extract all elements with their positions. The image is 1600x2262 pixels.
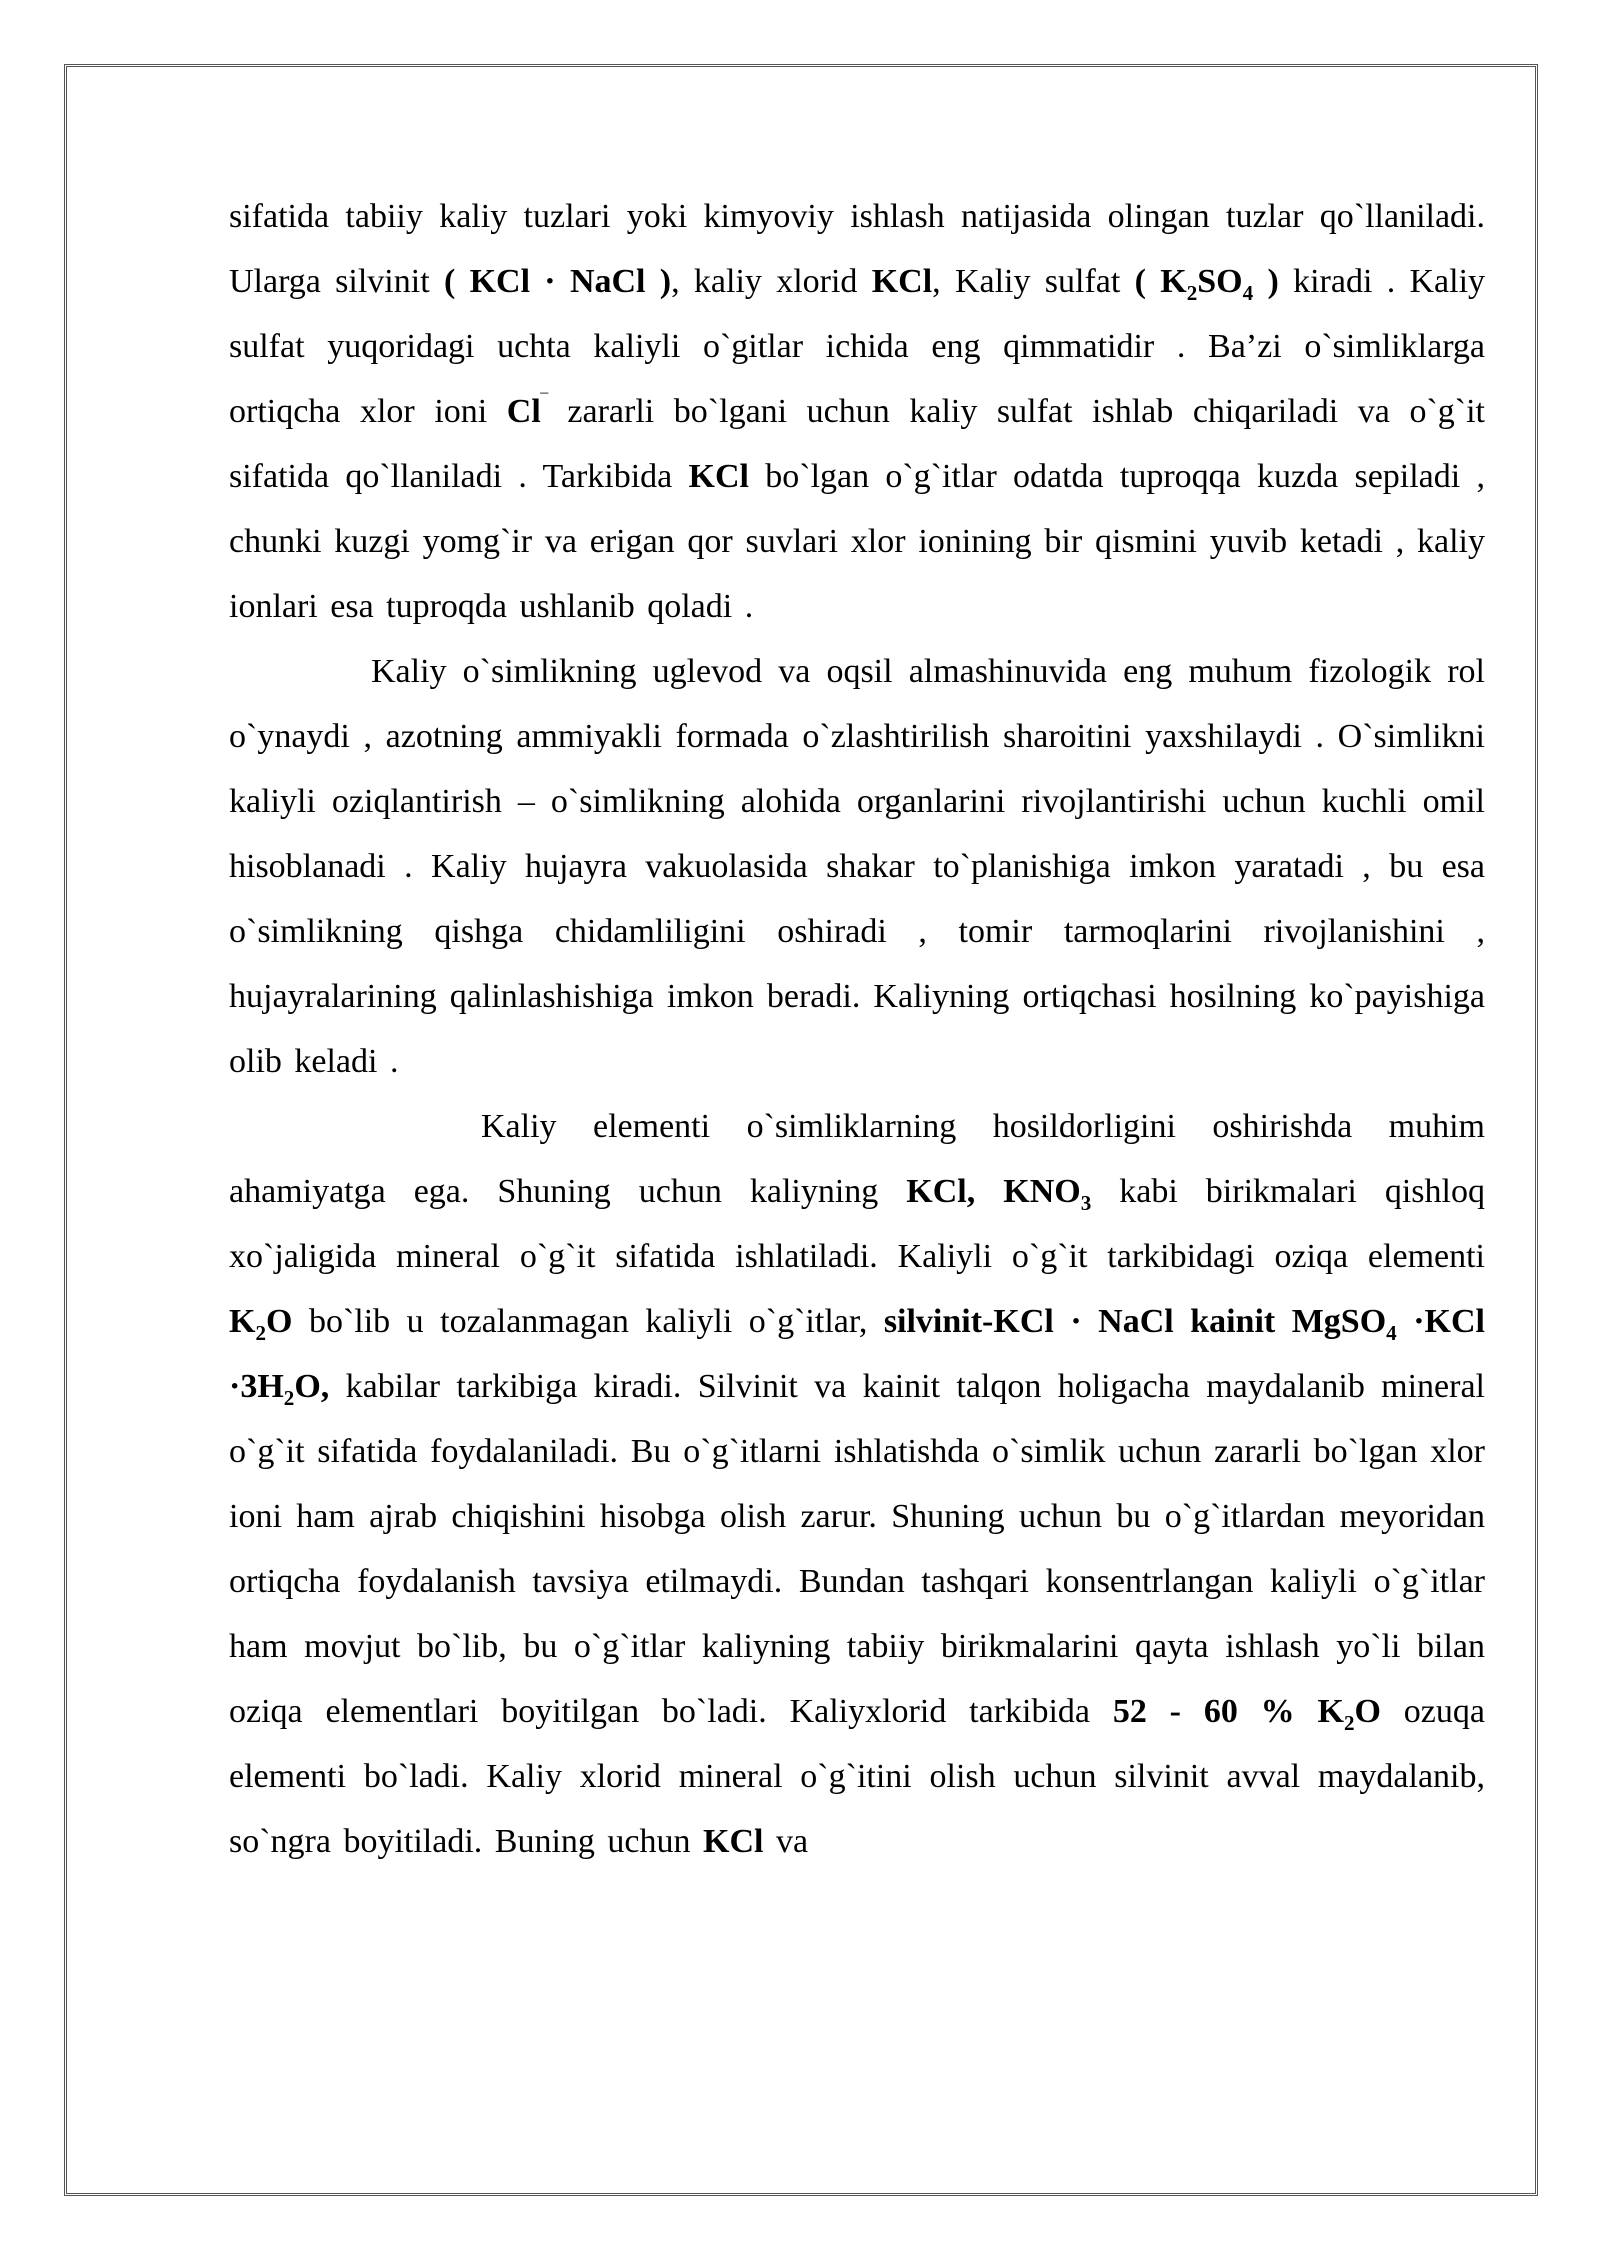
- formula-part: O: [1354, 1693, 1381, 1730]
- text-run: zararli bo`lgani uchun kaliy sulfat ishlab chiqariladi va o`g`it sifatida qo`llaniladi . Tarkibida: [229, 393, 1485, 495]
- formula-part: O: [266, 1303, 293, 1340]
- subscript: 3: [1080, 1190, 1092, 1215]
- subscript: 2: [1343, 1710, 1355, 1735]
- formula-kcl: KCl: [688, 458, 749, 495]
- text-run: bo`lib u tozalanmagan kaliyli o`g`itlar,: [292, 1303, 884, 1340]
- paragraph-2: Kaliy o`simlikning uglevod va oqsil almashinuvida eng muhum fizologik rol o`ynaydi , azotning ammiyakli formada o`zlashtirilish sharoitini yaxshilaydi . O`simlikni kaliyli oziqlantirish – o`simlikning alohida organlarini rivojlantirishi uchun kuchli omil hisoblanadi . Kaliy hujayra vakuolasida shakar to`planishiga imkon yaratadi , bu esa o`simlikning qishga chidamliligini oshiradi , tomir tarmoqlarini rivojlanishini , hujayralarining qalinlashishiga imkon beradi. Kaliyning ortiqchasi hosilning ko`payishiga olib keladi .: [229, 653, 1485, 1080]
- text-run: kiradi . Kaliy sulfat yuqoridagi uchta kaliyli o`gitlar ichida eng qimmatidir . Ba’zi o`simliklarga ortiqcha xlor ioni: [229, 263, 1486, 430]
- text-run: , kaliy xlorid: [671, 263, 872, 300]
- text-run: kabi birikmalari qishloq xo`jaligida mineral o`g`it sifatida ishlatiladi. Kaliyli o`g`it tarkibidagi oziqa elementi: [229, 1173, 1485, 1275]
- formula-k2o-percent: [1112, 1693, 1381, 1735]
- subscript: 2: [283, 1385, 295, 1410]
- formula-chloride-ion: [506, 390, 548, 430]
- formula-part: ( K: [1134, 263, 1187, 300]
- text-run: Kaliy elementi o`simliklarning hosildorligini oshirishda muhim ahamiyatga ega. Shuning uchun kaliyning: [229, 1108, 1485, 1210]
- formula-part: SO: [1197, 263, 1243, 300]
- formula-part: ·KCl ·3H: [229, 1303, 1485, 1405]
- text-run: bo`lgan o`g`itlar odatda tuproqqa kuzda sepiladi , chunki kuzgi yomg`ir va erigan qor suvlari xlor ionining bir qismini yuvib ketadi , kaliy ionlari esa tuproqda ushlanib qoladi .: [229, 458, 1485, 625]
- paragraph-1: [229, 184, 1485, 639]
- formula-part: K: [229, 1303, 256, 1340]
- formula-part: ): [1253, 263, 1279, 300]
- formula-kcl: KCl: [703, 1823, 764, 1860]
- text-run: , Kaliy sulfat: [932, 263, 1135, 300]
- formula-kcl-kno3: [906, 1173, 1092, 1215]
- formula-k2o: [229, 1303, 293, 1345]
- text-run: va: [763, 1823, 809, 1860]
- document-body: [229, 184, 1485, 1874]
- text-run: sifatida tabiiy kaliy tuzlari yoki kimyoviy ishlash natijasida olingan tuzlar qo`llaniladi. Ularga silvinit: [229, 198, 1485, 300]
- subscript: 4: [1386, 1320, 1397, 1345]
- superscript: ‾: [540, 390, 548, 415]
- formula-part: Cl: [506, 393, 541, 430]
- formula-silvinite: ( KCl · NaCl ): [443, 263, 672, 300]
- formula-part: KCl, KNO: [906, 1173, 1081, 1210]
- subscript: 4: [1242, 280, 1254, 305]
- paragraph-3: [229, 1094, 1485, 1874]
- subscript: 2: [1186, 280, 1198, 305]
- formula-potassium-sulfate: [1134, 263, 1279, 305]
- text-run: ozuqa elementi bo`ladi. Kaliy xlorid mineral o`g`itini olish uchun silvinit avval maydalanib, so`ngra boyitiladi. Buning uchun: [229, 1693, 1485, 1860]
- formula-part: silvinit-KCl · NaCl kainit MgSO: [883, 1303, 1387, 1340]
- formula-part: 52 - 60 % K: [1112, 1693, 1344, 1730]
- subscript: 2: [255, 1320, 266, 1345]
- text-run: kabilar tarkibiga kiradi. Silvinit va kainit talqon holigacha maydalanib mineral o`g`it sifatida foydalaniladi. Bu o`g`itlarni ishlatishda o`simlik uchun zararli bo`lgan xlor ioni ham ajrab chiqishini hisobga olish zarur. Shuning uchun bu o`g`itlardan meyoridan ortiqcha foydalanish tavsiya etilmaydi. Bundan tashqari konsentrlangan kaliyli o`g`itlar ham movjut bo`lib, bu o`g`itlar kaliyning tabiiy birikmalarini qayta ishlash yo`li bilan oziqa elementlari boyitilgan bo`ladi. Kaliyxlorid tarkibida: [229, 1368, 1485, 1730]
- formula-part: O,: [294, 1368, 330, 1405]
- formula-kcl: KCl: [871, 263, 933, 300]
